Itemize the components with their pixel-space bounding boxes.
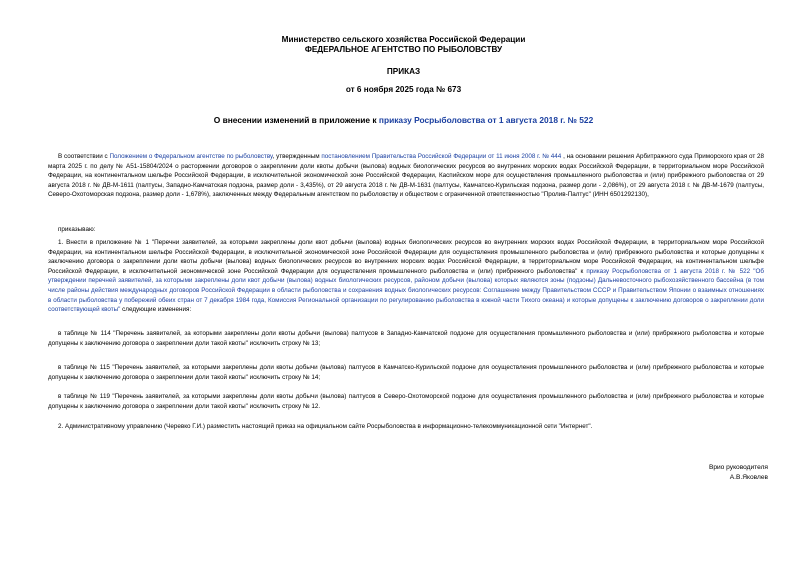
header-ministry: Министерство сельского хозяйства Российской Федерации xyxy=(281,35,526,44)
change-114-text: в таблице № 114 "Перечень заявителей, за которыми закреплены доли квоты добычи (вылова) палтусов в Западно-Камчатской подзоне для осуществления промышленного рыболовства и (или) прибрежного рыболовства и которые допущены к заключению договора о закреплении доли такой квоты" исключить строку № 13; xyxy=(48,330,764,347)
title-prefix: О внесении изменений в приложение к xyxy=(213,115,379,125)
signature-block xyxy=(709,463,768,483)
item-2 xyxy=(48,422,764,432)
change-119-text: в таблице № 119 "Перечень заявителей, за которыми закреплены доли квоты добычи (вылова) палтусов в Северо-Охотоморской подзоне для осуществления промышленного рыболовства и (или) прибрежного рыболовства и которые допущены к заключению договора о закреплении доли такой квоты" исключить строку № 12. xyxy=(48,393,764,410)
item1-text-2: следующие изменения: xyxy=(120,306,192,314)
header-doc-type: ПРИКАЗ xyxy=(386,67,421,76)
change-115-text: в таблице № 115 "Перечень заявителей, за которыми закреплены доли квоты добычи (вылова) палтусов в Камчатско-Курильской подзоне для осуществления промышленного рыболовства и (или) прибрежного рыболовства и которые допущены к заключению договора о закреплении доли такой квоты" исключить строку № 14; xyxy=(48,364,764,381)
order-522-link[interactable]: приказу Росрыболовства от 1 августа 2018 г. № 522 "Об утверждении перечней заявителей, за которыми закреплены доли квот добычи (вылова) водных биологических ресурсов, районом добычи (вылова) которых являются зоны (подзоны) Дальневосточного рыбохозяйственного бассейна (в том числе районы действия международных договоров Российской Федерации в области рыболовства и сохранения водных биологических ресурсов: Соглашение между Правительством СССР и Правительством Японии о взаимных отношениях в области рыболовства у побережий обеих стран от 7 декабря 1984 года, Комиссия Региональной организации по регулированию рыболовства в южной части Тихого океана) и которые допущены к заключению договоров о закреплении доли соответствующей квоты" xyxy=(48,267,764,314)
header-agency: ФЕДЕРАЛЬНОЕ АГЕНТСТВО ПО РЫБОЛОВСТВУ xyxy=(304,45,503,54)
item-1 xyxy=(48,238,764,315)
change-table-115 xyxy=(48,363,764,382)
item2-text: 2. Административному управлению (Черевко Г.И.) разместить настоящий приказ на официальном сайте Росрыболовства в информационно-телекоммуникационной сети "Интернет". xyxy=(58,423,593,430)
item1-text-1: 1. Внести в приложение № 1 "Перечни заявителей, за которыми закреплены доли квот добычи (вылова) водных биологических ресурсов во внутренних морских водах Российской Федерации, в территориальном море Российской Федерации, на континентальном шельфе Российской Федерации, в исключительной экономической зоне Российской Федерации для осуществления промышленного рыболовства и (или) прибрежного рыболовства и которые допущены к заключению договора о закреплении доли квоты добычи (вылова) водных биологических ресурсов во внутренних морских водах Российской Федерации, в территориальном море Российской Федерации, на континентальном шельфе Российской Федерации, в исключительной экономической зоне Российской Федерации для осуществления промышленного рыболовства и (или) прибрежного рыболовства" к xyxy=(48,239,764,275)
document-title xyxy=(0,115,807,125)
signature-role: Врио руководителя xyxy=(708,464,768,471)
preamble-text-2: , утвержденным xyxy=(272,153,322,160)
preamble-text-1: В соответствии с xyxy=(58,153,110,160)
government-decree-link[interactable]: постановлением Правительства Российской Федерации от 11 июня 2008 г. № 444 xyxy=(321,153,562,160)
prikazyvayu xyxy=(48,225,764,235)
change-table-114 xyxy=(48,329,764,348)
title-order-link[interactable]: приказу Росрыболовства от 1 августа 2018 г. № 522 xyxy=(378,115,594,125)
prikazyvayu-text: приказываю: xyxy=(58,226,96,233)
change-table-119 xyxy=(48,392,764,411)
header-date-number: от 6 ноября 2025 года № 673 xyxy=(345,85,462,94)
regulation-link[interactable]: Положением о Федеральном агентстве по рыболовству xyxy=(109,153,273,160)
signature-name: А.В.Яковлев xyxy=(729,474,768,481)
preamble xyxy=(48,152,764,200)
preamble-text-3: , на основании решения Арбитражного суда Приморского края от 28 марта 2025 г. по делу № А51-15804/2024 о расторжении договоров о закреплении доли квоты добычи (вылова) водных биологических ресурсов во внутренних морских водах Российской Федерации, в территориальном море Российской Федерации, на континентальном шельфе Российской Федерации, в исключительной экономической зоне Российской Федерации, Каспийском море для осуществления промышленного рыболовства и (или) прибрежного рыболовства от 29 августа 2018 г. № ДВ-М-1611 (палтусы, Западно-Камчатская подзона, размер доли - 3,435%), от 29 августа 2018 г. № ДВ-М-1631 (палтусы, Камчатско-Курильская подзона, размер доли - 2,086%), от 29 августа 2018 г. № ДВ-М-1679 (палтусы, Северо-Охотоморская подзона, размер доли - 1,678%), заключенных между Федеральным агентством по рыболовству и обществом с ограниченной ответственностью "Пролив-Палтус" (ИНН 6501292130), xyxy=(48,153,765,199)
